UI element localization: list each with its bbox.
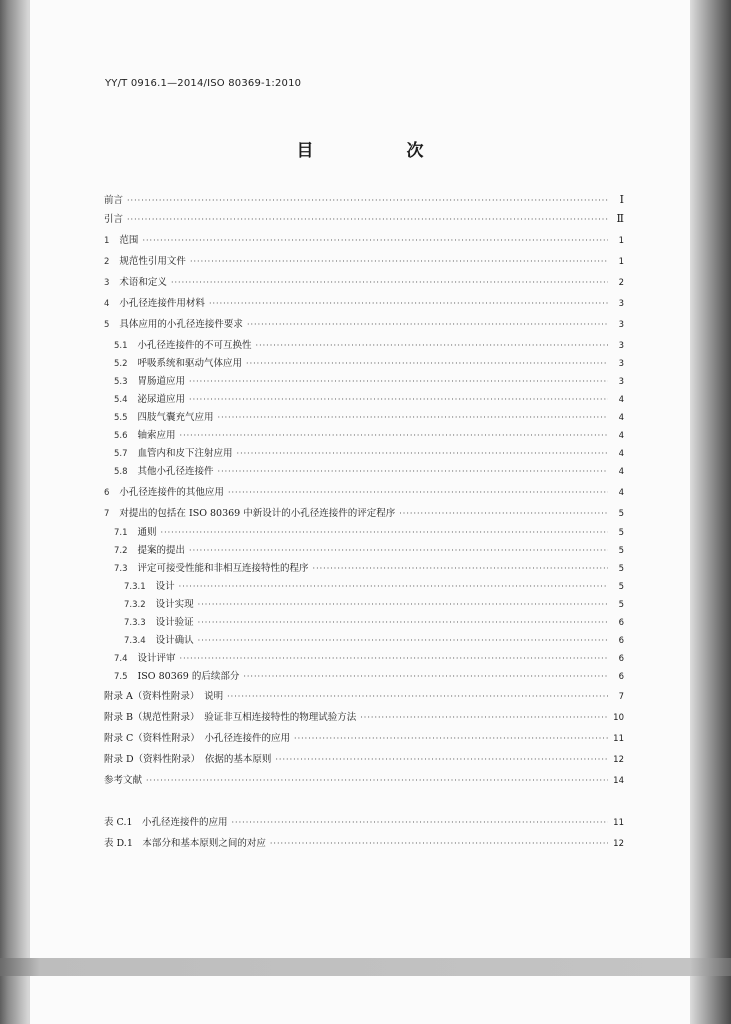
toc-entry-introduction[interactable] [104, 212, 624, 226]
toc-entry-page: 5 [618, 582, 624, 592]
toc-entry-page: 6 [618, 636, 624, 646]
toc-entry-7-1[interactable] [114, 526, 624, 540]
leader-dots [171, 276, 608, 290]
toc-entry-page: Ⅰ [619, 193, 624, 206]
leader-dots [227, 690, 608, 704]
leader-dots [360, 711, 608, 725]
toc-entry-5-2[interactable] [114, 357, 624, 371]
toc-entry-label: 泌尿道应用 [137, 394, 186, 405]
toc-entry-number: 7.3.4 [124, 636, 146, 646]
toc-entry-number: 7.3.2 [124, 600, 146, 610]
toc-entry-label: 呼吸系统和驱动气体应用 [137, 358, 243, 369]
toc-entry-number: 7.5 [114, 672, 128, 682]
toc-entry-label: 范围 [119, 235, 139, 246]
toc-entry-label: 提案的提出 [137, 545, 186, 556]
toc-entry-label: 四肢气囊充气应用 [137, 412, 214, 423]
toc-entry-label: 设计评审 [137, 653, 176, 664]
toc-entry-label: 参考文献 [104, 775, 143, 786]
toc-entry-number: 5.1 [114, 341, 128, 351]
toc-entry-label: 设计确认 [155, 635, 194, 646]
toc-entry-number: 6 [104, 488, 110, 498]
toc-entry-label: 前言 [104, 195, 124, 206]
toc-entry-label: 设计 [155, 581, 175, 592]
toc-entry-page: 5 [618, 564, 624, 574]
toc-entry-number: 5.2 [114, 359, 128, 369]
toc-entry-page: 3 [618, 341, 624, 351]
toc-entry-page: 3 [618, 359, 624, 369]
toc-entry-label: 引言 [104, 214, 124, 225]
toc-entry-annex-c[interactable] [104, 732, 624, 746]
toc-entry-1[interactable] [104, 234, 624, 248]
toc-entry-page: 3 [618, 299, 624, 309]
toc-entry-label: 对提出的包括在 ISO 80369 中新设计的小孔径连接件的评定程序 [119, 508, 396, 519]
page-gap [0, 958, 731, 976]
toc-entry-label: 规范性引用文件 [119, 256, 186, 267]
toc-entry-5-4[interactable] [114, 393, 624, 407]
toc-entry-label: 评定可接受性能和非相互连接特性的程序 [137, 563, 309, 574]
toc-entry-number: 4 [104, 299, 110, 309]
toc-entry-number: 7 [104, 509, 110, 519]
toc-entry-page: Ⅱ [616, 212, 624, 225]
toc-entry-label: 小孔径连接件的其他应用 [119, 487, 224, 498]
toc-entry-label: 附录 C（资料性附录） 小孔径连接件的应用 [104, 733, 291, 744]
toc-entry-label: 附录 A（资料性附录） 说明 [104, 691, 224, 702]
toc-entry-label: 其他小孔径连接件 [137, 466, 214, 477]
toc-entry-label: 表 C.1 小孔径连接件的应用 [104, 817, 228, 828]
leader-dots [218, 411, 608, 425]
toc-entry-page: 4 [618, 431, 624, 441]
leader-dots [189, 544, 608, 558]
toc-entry-page: 7 [618, 692, 624, 702]
leader-dots [246, 357, 608, 371]
toc-entry-7[interactable] [104, 507, 624, 521]
toc-entry-label: 术语和定义 [119, 277, 167, 288]
toc-entry-label: 小孔径连接件用材料 [119, 298, 205, 309]
toc-entry-5-5[interactable] [114, 411, 624, 425]
toc-entry-label: 设计实现 [155, 599, 194, 610]
toc-entry-6[interactable] [104, 486, 624, 500]
toc-entry-7-4[interactable] [114, 652, 624, 666]
toc-entry-number: 1 [104, 236, 110, 246]
toc-entry-7-3-4[interactable] [124, 634, 624, 648]
leader-dots [146, 774, 608, 788]
toc-entry-3[interactable] [104, 276, 624, 290]
next-page [30, 976, 690, 1024]
toc-entry-page: 14 [613, 776, 624, 786]
toc-entry-page: 6 [618, 654, 624, 664]
toc-entry-number: 5.6 [114, 431, 128, 441]
leader-dots [275, 753, 608, 767]
toc-entry-7-3[interactable] [114, 562, 624, 576]
toc-entry-5-6[interactable] [114, 429, 624, 443]
leader-dots [127, 194, 608, 208]
toc-entry-7-5[interactable] [114, 670, 624, 684]
toc-entry-number: 5 [104, 320, 110, 330]
toc-entry-label: 血管内和皮下注射应用 [137, 448, 233, 459]
toc-entry-2[interactable] [104, 255, 624, 269]
toc-entry-label: 附录 B（规范性附录） 验证非互相连接特性的物理试验方法 [104, 712, 357, 723]
toc-entry-number: 5.5 [114, 413, 128, 423]
toc-entry-7-3-3[interactable] [124, 616, 624, 630]
toc-entry-page: 10 [613, 713, 624, 723]
document-page [30, 0, 690, 958]
leader-dots [127, 213, 608, 227]
leader-dots [161, 526, 608, 540]
toc-entry-label: 具体应用的小孔径连接件要求 [119, 319, 243, 330]
leader-dots [313, 562, 608, 576]
toc-entry-label: 附录 D（资料性附录） 依据的基本原则 [104, 754, 272, 765]
toc-entry-page: 4 [618, 488, 624, 498]
toc-entry-label: 设计验证 [155, 617, 194, 628]
toc-entry-page: 6 [618, 618, 624, 628]
toc-entry-page: 12 [613, 839, 624, 849]
toc-entry-page: 5 [618, 509, 624, 519]
toc-entry-page: 3 [618, 320, 624, 330]
standard-code: YY/T 0916.1—2014/ISO 80369-1:2010 [105, 78, 302, 89]
toc-entry-page: 12 [613, 755, 624, 765]
toc-entry-label: 胃肠道应用 [137, 376, 186, 387]
toc-entry-page: 5 [618, 546, 624, 556]
toc-entry-5-7[interactable] [114, 447, 624, 461]
toc-entry-number: 7.3 [114, 564, 128, 574]
toc-entry-number: 3 [104, 278, 110, 288]
toc-entry-page: 6 [618, 672, 624, 682]
toc-entry-number: 5.8 [114, 467, 128, 477]
toc-entry-5[interactable] [104, 318, 624, 332]
toc-entry-page: 11 [613, 818, 624, 828]
toc-entry-7-3-2[interactable] [124, 598, 624, 612]
leader-dots [189, 393, 608, 407]
toc-entry-label: 通则 [137, 527, 157, 538]
toc-entry-page: 1 [618, 257, 624, 267]
toc-entry-number: 7.2 [114, 546, 128, 556]
toc-entry-number: 7.4 [114, 654, 128, 664]
toc-entry-page: 4 [618, 413, 624, 423]
toc-entry-annex-d[interactable] [104, 753, 624, 767]
toc-entry-page: 1 [618, 236, 624, 246]
toc-entry-number: 7.3.1 [124, 582, 146, 592]
leader-dots [198, 634, 608, 648]
toc-entry-page: 5 [618, 528, 624, 538]
toc-entry-7-2[interactable] [114, 544, 624, 558]
toc-entry-label: 表 D.1 本部分和基本原则之间的对应 [104, 838, 266, 849]
toc-entry-page: 5 [618, 600, 624, 610]
leader-dots [218, 465, 608, 479]
leader-dots [399, 507, 608, 521]
leader-dots [180, 652, 608, 666]
toc-entry-number: 2 [104, 257, 110, 267]
leader-dots [270, 837, 608, 851]
toc-entry-page: 4 [618, 449, 624, 459]
leader-dots [243, 670, 608, 684]
toc-entry-5-3[interactable] [114, 375, 624, 389]
leader-dots [232, 816, 608, 830]
toc-entry-annex-b[interactable] [104, 711, 624, 725]
toc-entry-number: 7.1 [114, 528, 128, 538]
leader-dots [294, 732, 608, 746]
toc-entry-page: 4 [618, 467, 624, 477]
toc-entry-label: 小孔径连接件的不可互换性 [137, 340, 252, 351]
leader-dots [198, 598, 608, 612]
toc-entry-number: 5.4 [114, 395, 128, 405]
toc-entry-page: 2 [618, 278, 624, 288]
toc-entry-5-1[interactable] [114, 339, 624, 353]
leader-dots [247, 318, 608, 332]
leader-dots [256, 339, 608, 353]
leader-dots [180, 429, 608, 443]
toc-entry-page: 3 [618, 377, 624, 387]
toc-entry-number: 5.3 [114, 377, 128, 387]
leader-dots [190, 255, 608, 269]
toc-entry-annex-a[interactable] [104, 690, 624, 704]
leader-dots [228, 486, 608, 500]
toc-entry-page: 11 [613, 734, 624, 744]
toc-entry-7-3-1[interactable] [124, 580, 624, 594]
toc-entry-label: ISO 80369 的后续部分 [137, 671, 240, 682]
toc-entry-preface[interactable] [104, 193, 624, 207]
toc-entry-bibliography[interactable] [104, 774, 624, 788]
toc-entry-page: 4 [618, 395, 624, 405]
toc-entry-label: 轴索应用 [137, 430, 176, 441]
leader-dots [237, 447, 608, 461]
page-title: 目 次 [296, 141, 462, 161]
toc-entry-number: 7.3.3 [124, 618, 146, 628]
leader-dots [189, 375, 608, 389]
leader-dots [198, 616, 608, 630]
toc-entry-table-c1[interactable] [104, 816, 624, 830]
toc-entry-5-8[interactable] [114, 465, 624, 479]
leader-dots [179, 580, 608, 594]
toc-entry-number: 5.7 [114, 449, 128, 459]
leader-dots [209, 297, 608, 311]
toc-entry-4[interactable] [104, 297, 624, 311]
leader-dots [142, 234, 608, 248]
toc-entry-table-d1[interactable] [104, 837, 624, 851]
